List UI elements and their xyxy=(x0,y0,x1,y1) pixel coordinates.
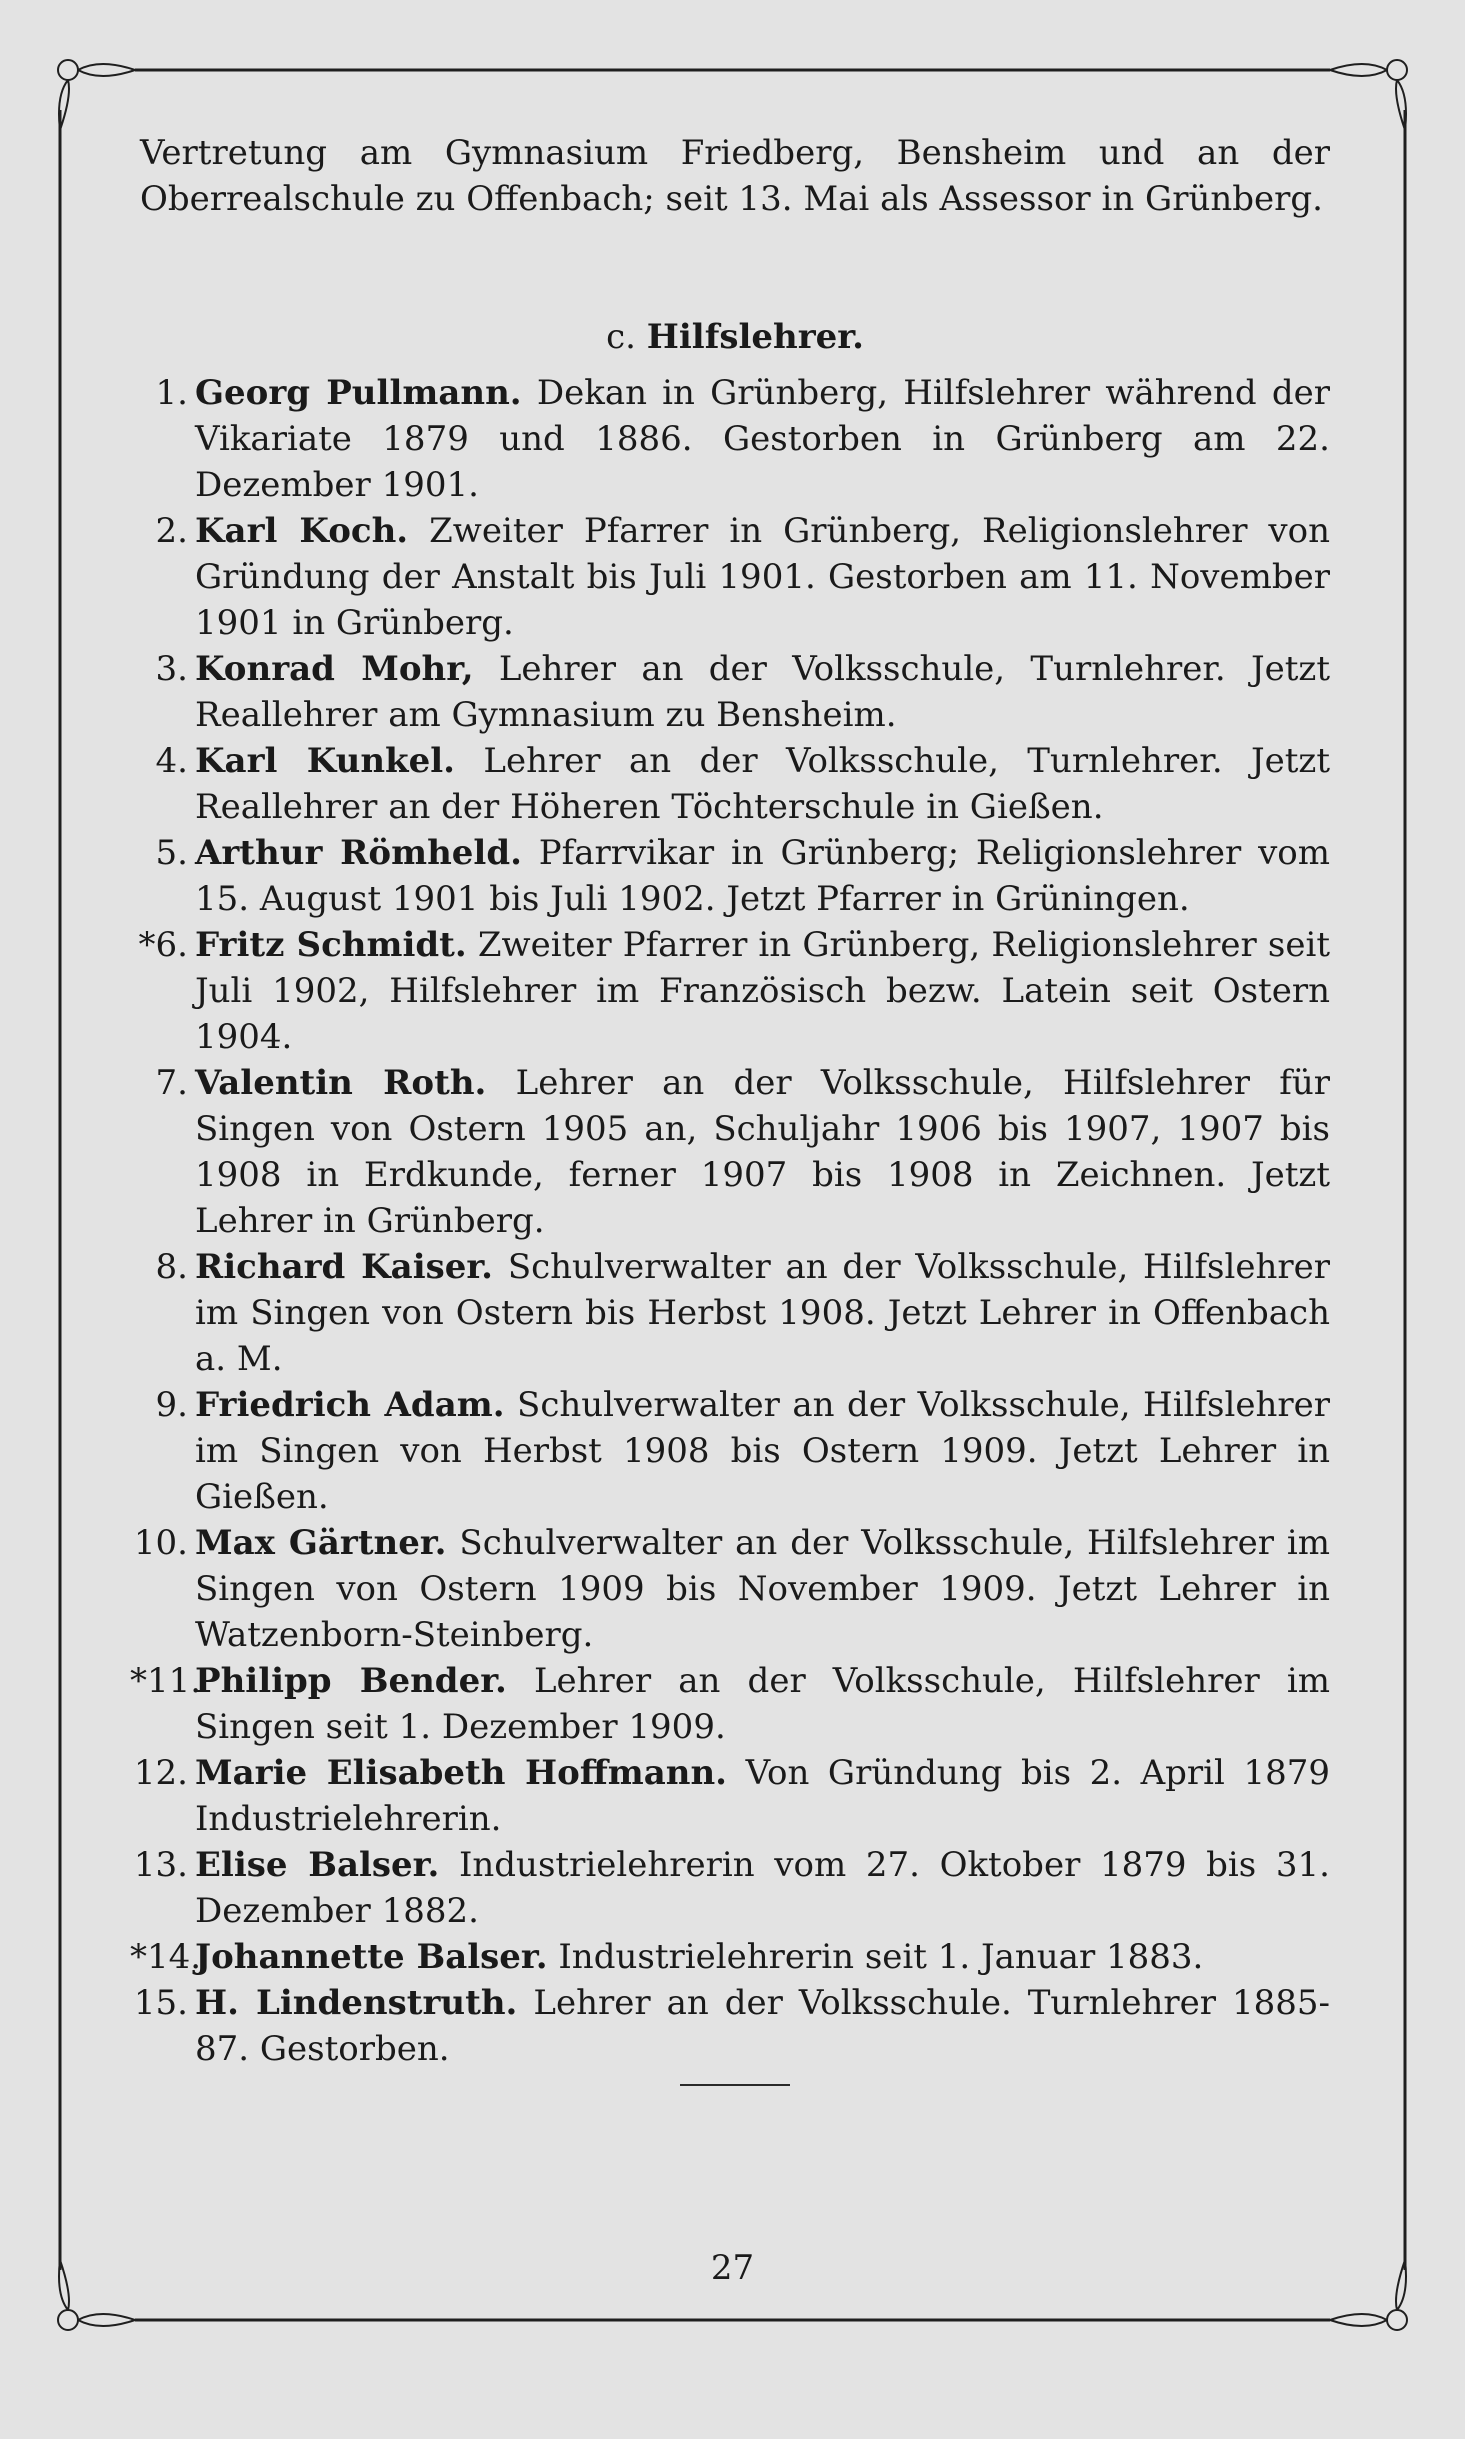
entry-number: 7. xyxy=(155,1063,188,1103)
entry-number: 15. xyxy=(133,1983,188,2023)
entry-number: 5. xyxy=(155,833,188,873)
entry-text: Von Gründung bis 2. April 1879 Industrielehrerin. xyxy=(195,1753,1330,1839)
section-divider xyxy=(680,2084,790,2086)
entry-text: Dekan in Grünberg, Hilfslehrer während der Vikariate 1879 und 1886. Gestorben in Grünberg am 22. Dezember 1901. xyxy=(195,373,1330,505)
entry-number: 9. xyxy=(155,1385,188,1425)
entry-number: 13. xyxy=(133,1845,188,1885)
entry-name: Konrad Mohr, xyxy=(195,649,474,689)
list-item xyxy=(133,1750,1330,1842)
entry-name: H. Lindenstruth. xyxy=(195,1983,518,2023)
entry-number: 1. xyxy=(155,373,188,413)
entry-text: Lehrer an der Volksschule, Hilfslehrer im Singen seit 1. Dezember 1909. xyxy=(195,1661,1330,1747)
entry-name: Max Gärtner. xyxy=(195,1523,447,1563)
list-item xyxy=(133,1842,1330,1934)
list-item xyxy=(140,1244,1330,1382)
entry-name: Philipp Bender. xyxy=(195,1661,507,1701)
entry-number: 10. xyxy=(133,1523,188,1563)
list-item xyxy=(130,1934,1330,1980)
list-item xyxy=(140,1382,1330,1520)
entry-number: 2. xyxy=(155,511,188,551)
entry-text: Lehrer an der Volksschule, Turnlehrer. Jetzt Reallehrer am Gymnasium zu Bensheim. xyxy=(195,649,1330,735)
entry-number: 8. xyxy=(155,1247,188,1287)
entry-text: Pfarrvikar in Grünberg; Religionslehrer vom 15. August 1901 bis Juli 1902. Jetzt Pfarrer in Grüningen. xyxy=(195,833,1330,919)
entry-number: *14. xyxy=(130,1937,202,1977)
intro-paragraph: Vertretung am Gymnasium Friedberg, Bensheim und an der Oberrealschule zu Offenbach; seit 13. Mai als Assessor in Grünberg. xyxy=(140,133,1330,219)
entry-name: Richard Kaiser. xyxy=(195,1247,494,1287)
entry-number: 12. xyxy=(133,1753,188,1793)
entry-number: 4. xyxy=(155,741,188,781)
list-item xyxy=(130,1658,1330,1750)
list-item xyxy=(140,646,1330,738)
entry-text: Lehrer an der Volksschule, Turnlehrer. Jetzt Reallehrer an der Höheren Töchterschule in Gießen. xyxy=(195,741,1330,827)
entry-name: Valentin Roth. xyxy=(195,1063,487,1103)
list-item xyxy=(140,922,1330,1060)
entry-text: Schulverwalter an der Volksschule, Hilfslehrer im Singen von Ostern bis Herbst 1908. Jetzt Lehrer in Offenbach a. M. xyxy=(195,1247,1331,1379)
entry-name: Johannette Balser. xyxy=(195,1937,548,1977)
entry-number: *11. xyxy=(130,1661,202,1701)
section-heading xyxy=(140,314,1330,360)
entry-text: Zweiter Pfarrer in Grünberg, Religionslehrer seit Juli 1902, Hilfslehrer im Französisch bezw. Latein seit Ostern 1904. xyxy=(195,925,1331,1057)
entry-number: 3. xyxy=(155,649,188,689)
list-item xyxy=(140,738,1330,830)
list-item xyxy=(140,830,1330,922)
entry-name: Elise Balser. xyxy=(195,1845,440,1885)
entry-text: Schulverwalter an der Volksschule, Hilfslehrer im Singen von Herbst 1908 bis Ostern 1909. Jetzt Lehrer in Gießen. xyxy=(195,1385,1331,1517)
list-item xyxy=(140,1060,1330,1244)
entry-name: Fritz Schmidt. xyxy=(195,925,467,965)
entry-name: Arthur Römheld. xyxy=(195,833,522,873)
list-item xyxy=(133,1520,1330,1658)
list-item xyxy=(140,370,1330,508)
list-item xyxy=(140,508,1330,646)
page-content xyxy=(130,130,1331,2086)
page-number: 27 xyxy=(710,2248,755,2288)
entry-text: Zweiter Pfarrer in Grünberg, Religionslehrer von Gründung der Anstalt bis Juli 1901. Gestorben am 11. November 1901 in Grünberg. xyxy=(195,511,1330,643)
entry-name: Marie Elisabeth Hoffmann. xyxy=(195,1753,728,1793)
list-item xyxy=(133,1980,1330,2072)
entry-name: Georg Pullmann. xyxy=(195,373,522,413)
entry-name: Friedrich Adam. xyxy=(195,1385,505,1425)
entry-text: Schulverwalter an der Volksschule, Hilfslehrer im Singen von Ostern 1909 bis November 1909. Jetzt Lehrer in Watzenborn-Steinberg. xyxy=(195,1523,1330,1655)
entry-text: Industrielehrerin seit 1. Januar 1883. xyxy=(558,1937,1204,1977)
entry-number: *6. xyxy=(138,925,188,965)
section-prefix: c. xyxy=(606,317,636,357)
entry-name: Karl Kunkel. xyxy=(195,741,455,781)
entry-name: Karl Koch. xyxy=(195,511,409,551)
entry-text: Industrielehrerin vom 27. Oktober 1879 bis 31. Dezember 1882. xyxy=(195,1845,1330,1931)
entry-text: Lehrer an der Volksschule. Turnlehrer 1885-87. Gestorben. xyxy=(195,1983,1330,2069)
section-title: Hilfslehrer. xyxy=(646,317,864,357)
entry-text: Lehrer an der Volksschule, Hilfslehrer für Singen von Ostern 1905 an, Schuljahr 1906 bis 1907, 1907 bis 1908 in Erdkunde, ferner 1907 bis 1908 in Zeichnen. Jetzt Lehrer in Grünberg. xyxy=(195,1063,1330,1241)
